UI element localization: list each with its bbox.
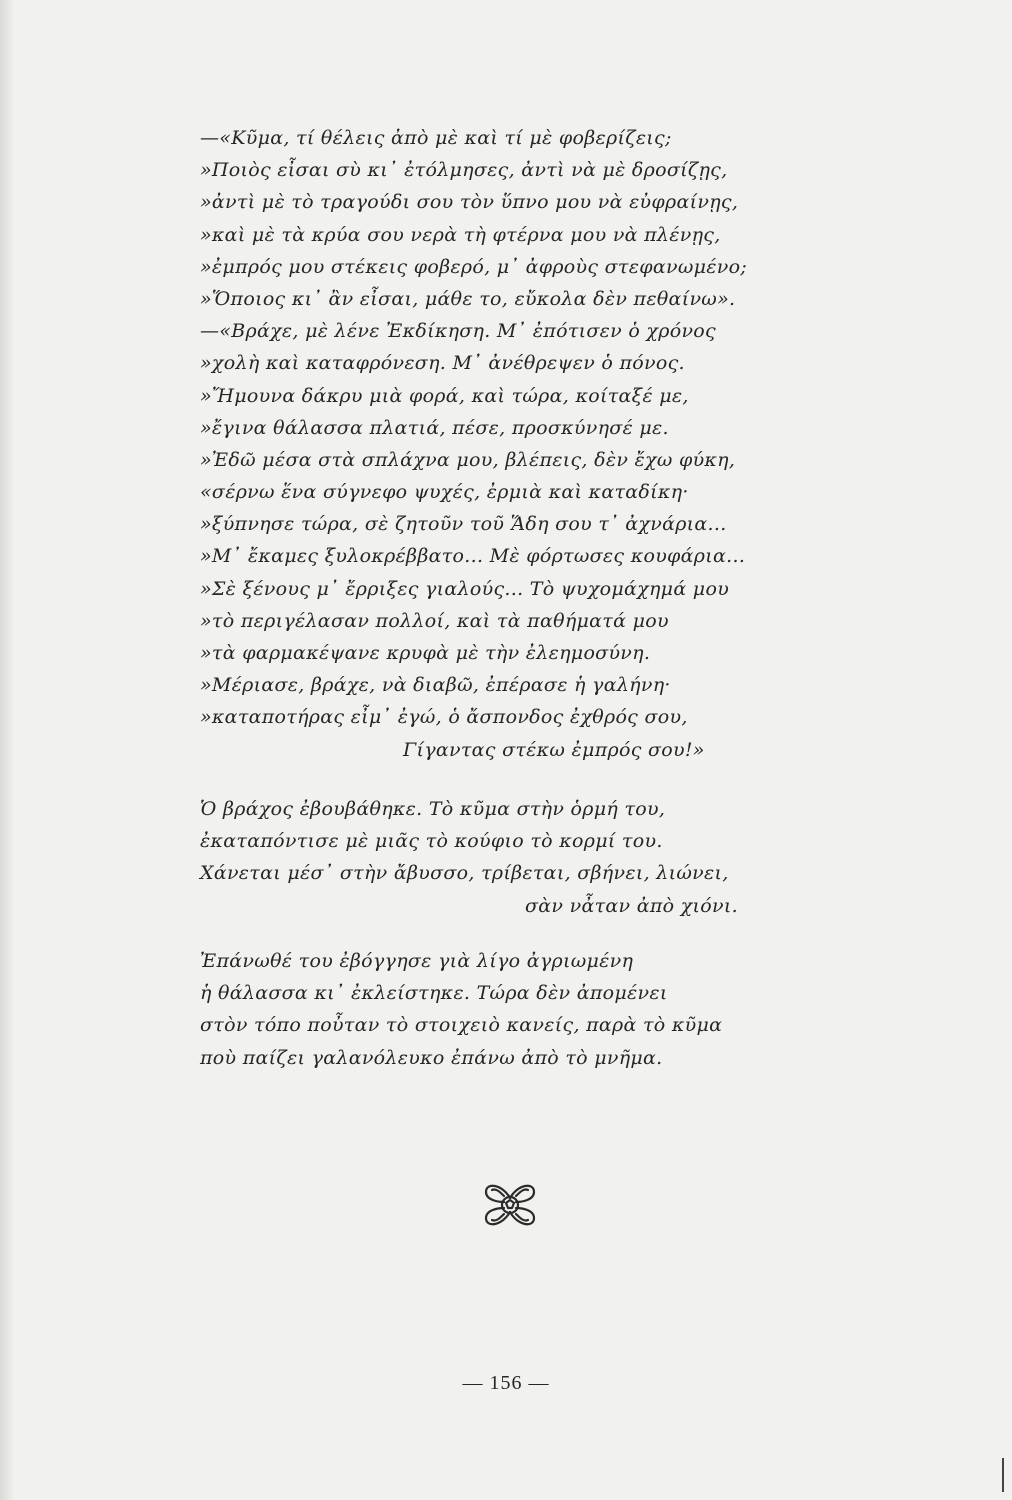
poem-line: »Ποιὸς εἶσαι σὺ κι᾽ ἐτόλμησες, ἀντὶ νὰ μὲ δροσίζῃς, — [200, 159, 728, 182]
poem-line: »Ἐδῶ μέσα στὰ σπλάχνα μου, βλέπεις, δὲν ἔχω φύκη, — [200, 448, 736, 471]
poem-stanza-3 — [200, 945, 880, 1074]
poem-line: »Μέριασε, βράχε, νὰ διαβῶ, ἐπέρασε ἡ γαλήνη· — [200, 674, 671, 697]
poem-line: »Ἤμουνα δάκρυ μιὰ φορά, καὶ τώρα, κοίταξέ με, — [200, 384, 689, 407]
poem-line: »χολὴ καὶ καταφρόνεση. Μ᾽ ἀνέθρεψεν ὁ πόνος. — [200, 352, 685, 375]
poem-line: »ἀντὶ μὲ τὸ τραγούδι σου τὸν ὕπνο μου νὰ εὐφραίνῃς, — [200, 191, 739, 214]
poem-stanza-1 — [200, 122, 880, 766]
poem-line: »Ὅποιος κι᾽ ἂν εἶσαι, μάθε το, εὔκολα δὲν πεθαίνω». — [200, 287, 736, 310]
poem-line: ἐκαταπόντισε μὲ μιᾶς τὸ κούφιο τὸ κορμί του. — [200, 830, 663, 853]
poem-line: »ἔγινα θάλασσα πλατιά, πέσε, προσκύνησέ με. — [200, 416, 669, 439]
poem-line: —«Βράχε, μὲ λένε Ἐκδίκηση. Μ᾽ ἐπότισεν ὁ χρόνος — [200, 320, 716, 343]
poem-line: Χάνεται μέσ᾽ στὴν ἄβυσσο, τρίβεται, σβήνει, λιώνει, — [200, 862, 729, 885]
poem-line: Ἐπάνωθέ του ἐβόγγησε γιὰ λίγο ἀγριωμένη — [200, 950, 634, 972]
poem-line: »Μ᾽ ἔκαμες ξυλοκρέββατο... Μὲ φόρτωσες κουφάρια... — [200, 545, 746, 568]
poem-line: »τὰ φαρμακέψανε κρυφὰ μὲ τὴν ἐλεημοσύνη. — [200, 642, 651, 664]
poem-line: »καταποτήρας εἶμ᾽ ἐγώ, ὁ ἄσπονδος ἐχθρός σου, — [200, 706, 688, 729]
poem-line: στὸν τόπο ποὖταν τὸ στοιχειὸ κανείς, παρὰ τὸ κῦμα — [200, 1014, 723, 1037]
poem-line: »ἐμπρός μου στέκεις φοβερό, μ᾽ ἀφροὺς στεφανωμένο; — [200, 255, 748, 278]
margin-mark — [1002, 1458, 1004, 1492]
poem-line: »καὶ μὲ τὰ κρύα σου νερὰ τὴ φτέρνα μου νὰ πλένῃς, — [200, 223, 721, 246]
page-number: — 156 — — [462, 1372, 550, 1394]
poem-line: —«Κῦμα, τί θέλεις ἀπὸ μὲ καὶ τί μὲ φοβερίζεις; — [200, 127, 672, 149]
poem-line: »τὸ περιγέλασαν πολλοί, καὶ τὰ παθήματά μου — [200, 609, 669, 632]
poem-line: »Σὲ ξένους μ᾽ ἔρριξες γιαλούς... Τὸ ψυχομάχημά μου — [200, 577, 730, 600]
poem-line: »ξύπνησε τώρα, σὲ ζητοῦν τοῦ Ἅδη σου τ᾽ ἀχνάρια... — [200, 513, 727, 536]
flower-ornament-icon — [480, 1170, 540, 1240]
poem-line-indented: σὰν νἆταν ἀπὸ χιόνι. — [525, 894, 738, 917]
poem-line: ἡ θάλασσα κι᾽ ἐκλείστηκε. Τώρα δὲν ἀπομένει — [200, 982, 668, 1005]
poem-line: «σέρνω ἕνα σύγνεφο ψυχές, ἐρμιὰ καὶ καταδίκη· — [200, 481, 689, 504]
poem-stanza-2 — [200, 793, 880, 922]
poem-line: ποὺ παίζει γαλανόλευκο ἐπάνω ἀπὸ τὸ μνῆμα. — [200, 1046, 663, 1069]
poem-line: Ὁ βράχος ἐβουβάθηκε. Τὸ κῦμα στὴν ὁρμή του, — [200, 798, 666, 820]
page-edge-shadow — [0, 0, 14, 1500]
poem-line-indented: Γίγαντας στέκω ἐμπρός σου!» — [403, 738, 705, 761]
